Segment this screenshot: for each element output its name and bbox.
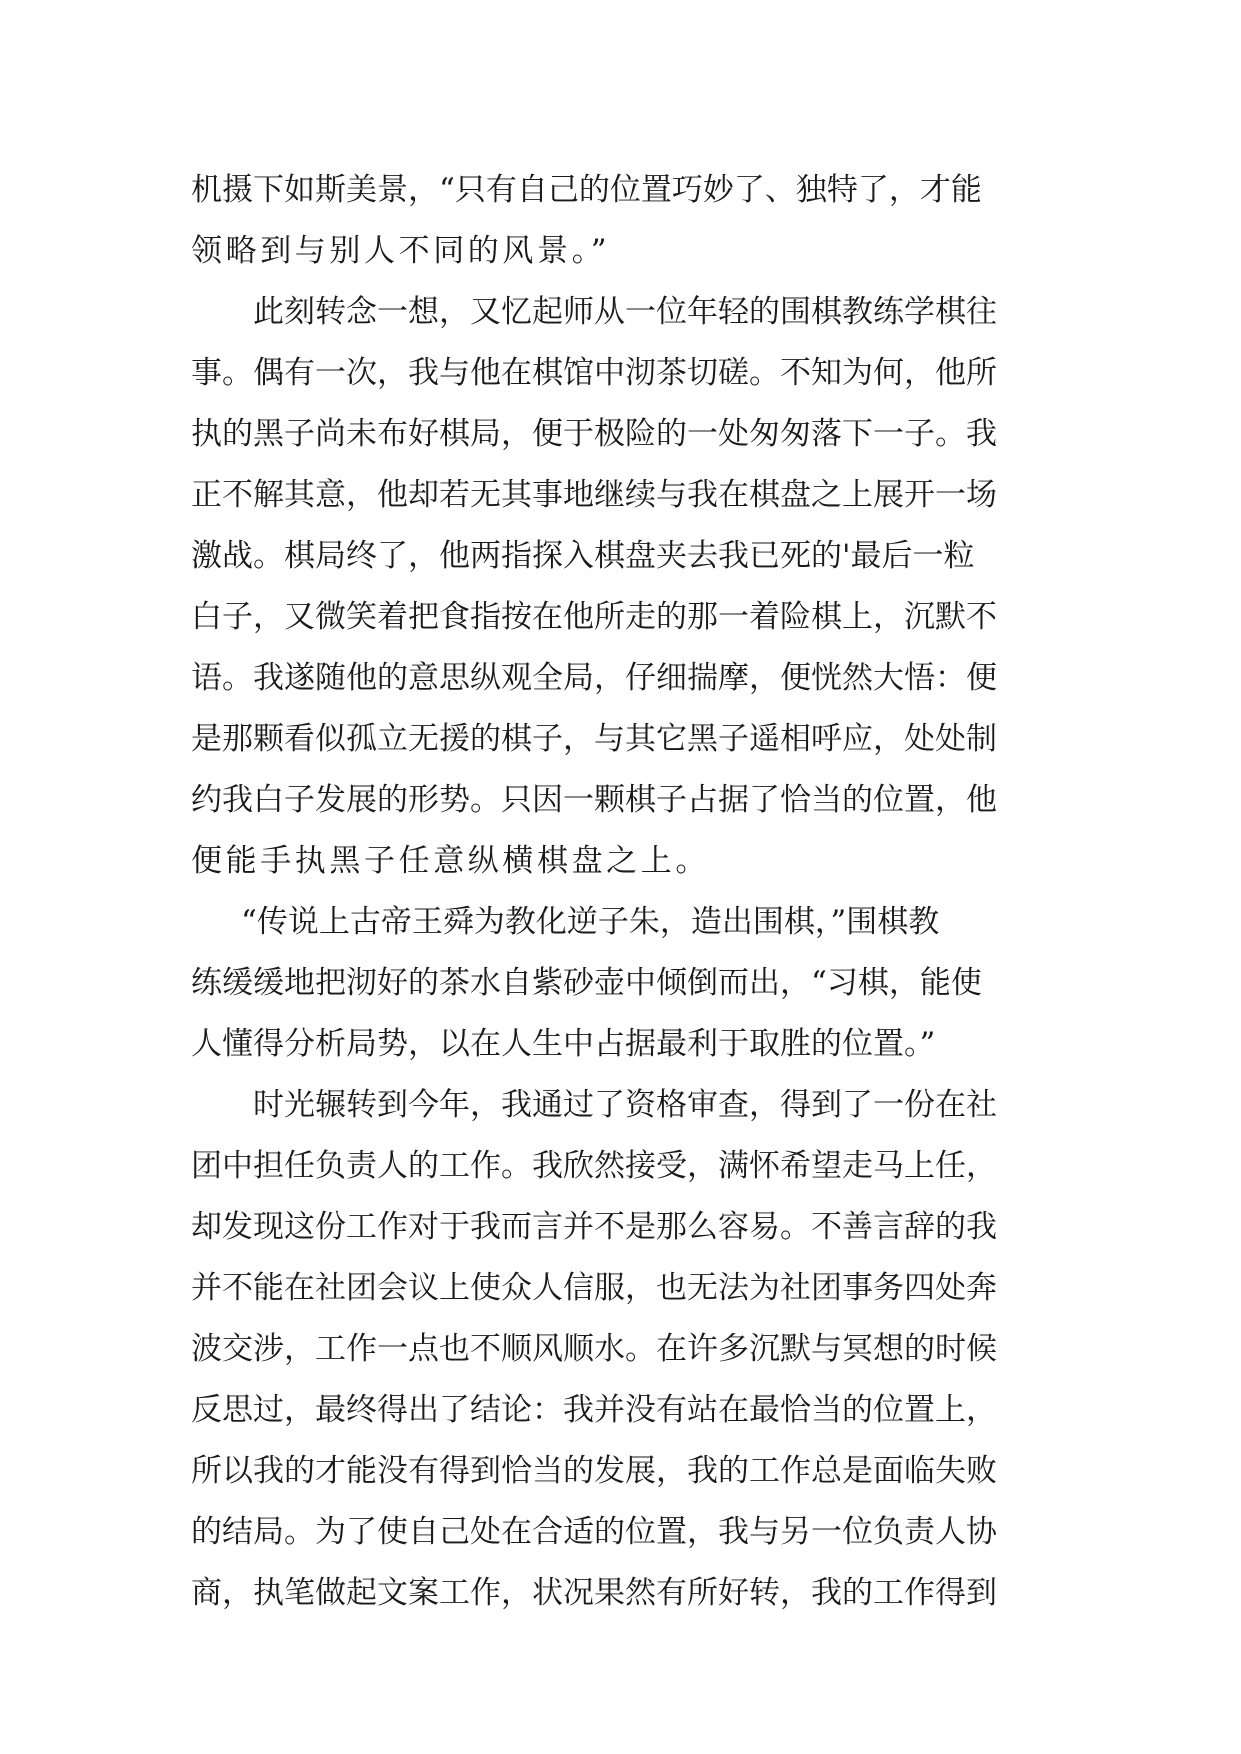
text-line: 团中担任负责人的工作。我欣然接受，满怀希望走马上任， [191, 1148, 997, 1184]
text-line: 便能手执黑子任意纵横棋盘之上。 [191, 843, 710, 879]
text-line: 波交涉，工作一点也不顺风顺水。在许多沉默与冥想的时候 [191, 1331, 997, 1367]
text-line: 并不能在社团会议上使众人信服，也无法为社团事务四处奔 [191, 1270, 997, 1306]
text-line: 练缓缓地把沏好的茶水自紫砂壶中倾倒而出，“习棋，能使 [191, 965, 982, 1001]
text-line: 事。偶有一次，我与他在棋馆中沏茶切磋。不知为何，他所 [191, 355, 997, 391]
text-line: 白子，又微笑着把食指按在他所走的那一着险棋上，沉默不 [191, 599, 997, 635]
text-line: 人懂得分析局势，以在人生中占据最利于取胜的位置。” [191, 1026, 936, 1062]
body-text [191, 160, 1053, 1624]
text-line: 机摄下如斯美景，“只有自己的位置巧妙了、独特了，才能 [191, 172, 982, 208]
text-line: 的结局。为了使自己处在合适的位置，我与另一位负责人协 [191, 1514, 997, 1550]
text-line: “传说上古帝王舜为教化逆子朱，造出围棋，”围棋教 [241, 904, 940, 940]
text-line: 约我白子发展的形势。只因一颗棋子占据了恰当的位置，他 [191, 782, 997, 818]
text-line: 语。我遂随他的意思纵观全局，仔细揣摩，便恍然大悟：便 [191, 660, 997, 696]
text-line: 是那颗看似孤立无援的棋子，与其它黑子遥相呼应，处处制 [191, 721, 997, 757]
text-line: 激战。棋局终了，他两指探入棋盘夹去我已死的'最后一粒 [191, 538, 975, 574]
text-line: 领略到与别人不同的风景。” [191, 233, 611, 269]
text-line: 商，执笔做起文案工作，状况果然有所好转，我的工作得到 [191, 1575, 997, 1611]
text-line: 正不解其意，他却若无其事地继续与我在棋盘之上展开一场 [191, 477, 997, 513]
text-line: 时光辗转到今年，我通过了资格审查，得到了一份在社 [253, 1087, 997, 1123]
text-line: 此刻转念一想，又忆起师从一位年轻的围棋教练学棋往 [253, 294, 997, 330]
text-line: 执的黑子尚未布好棋局，便于极险的一处匆匆落下一子。我 [191, 416, 997, 452]
text-line: 所以我的才能没有得到恰当的发展，我的工作总是面临失败 [191, 1453, 997, 1489]
text-line: 反思过，最终得出了结论：我并没有站在最恰当的位置上， [191, 1392, 997, 1428]
text-line: 却发现这份工作对于我而言并不是那么容易。不善言辞的我 [191, 1209, 997, 1245]
